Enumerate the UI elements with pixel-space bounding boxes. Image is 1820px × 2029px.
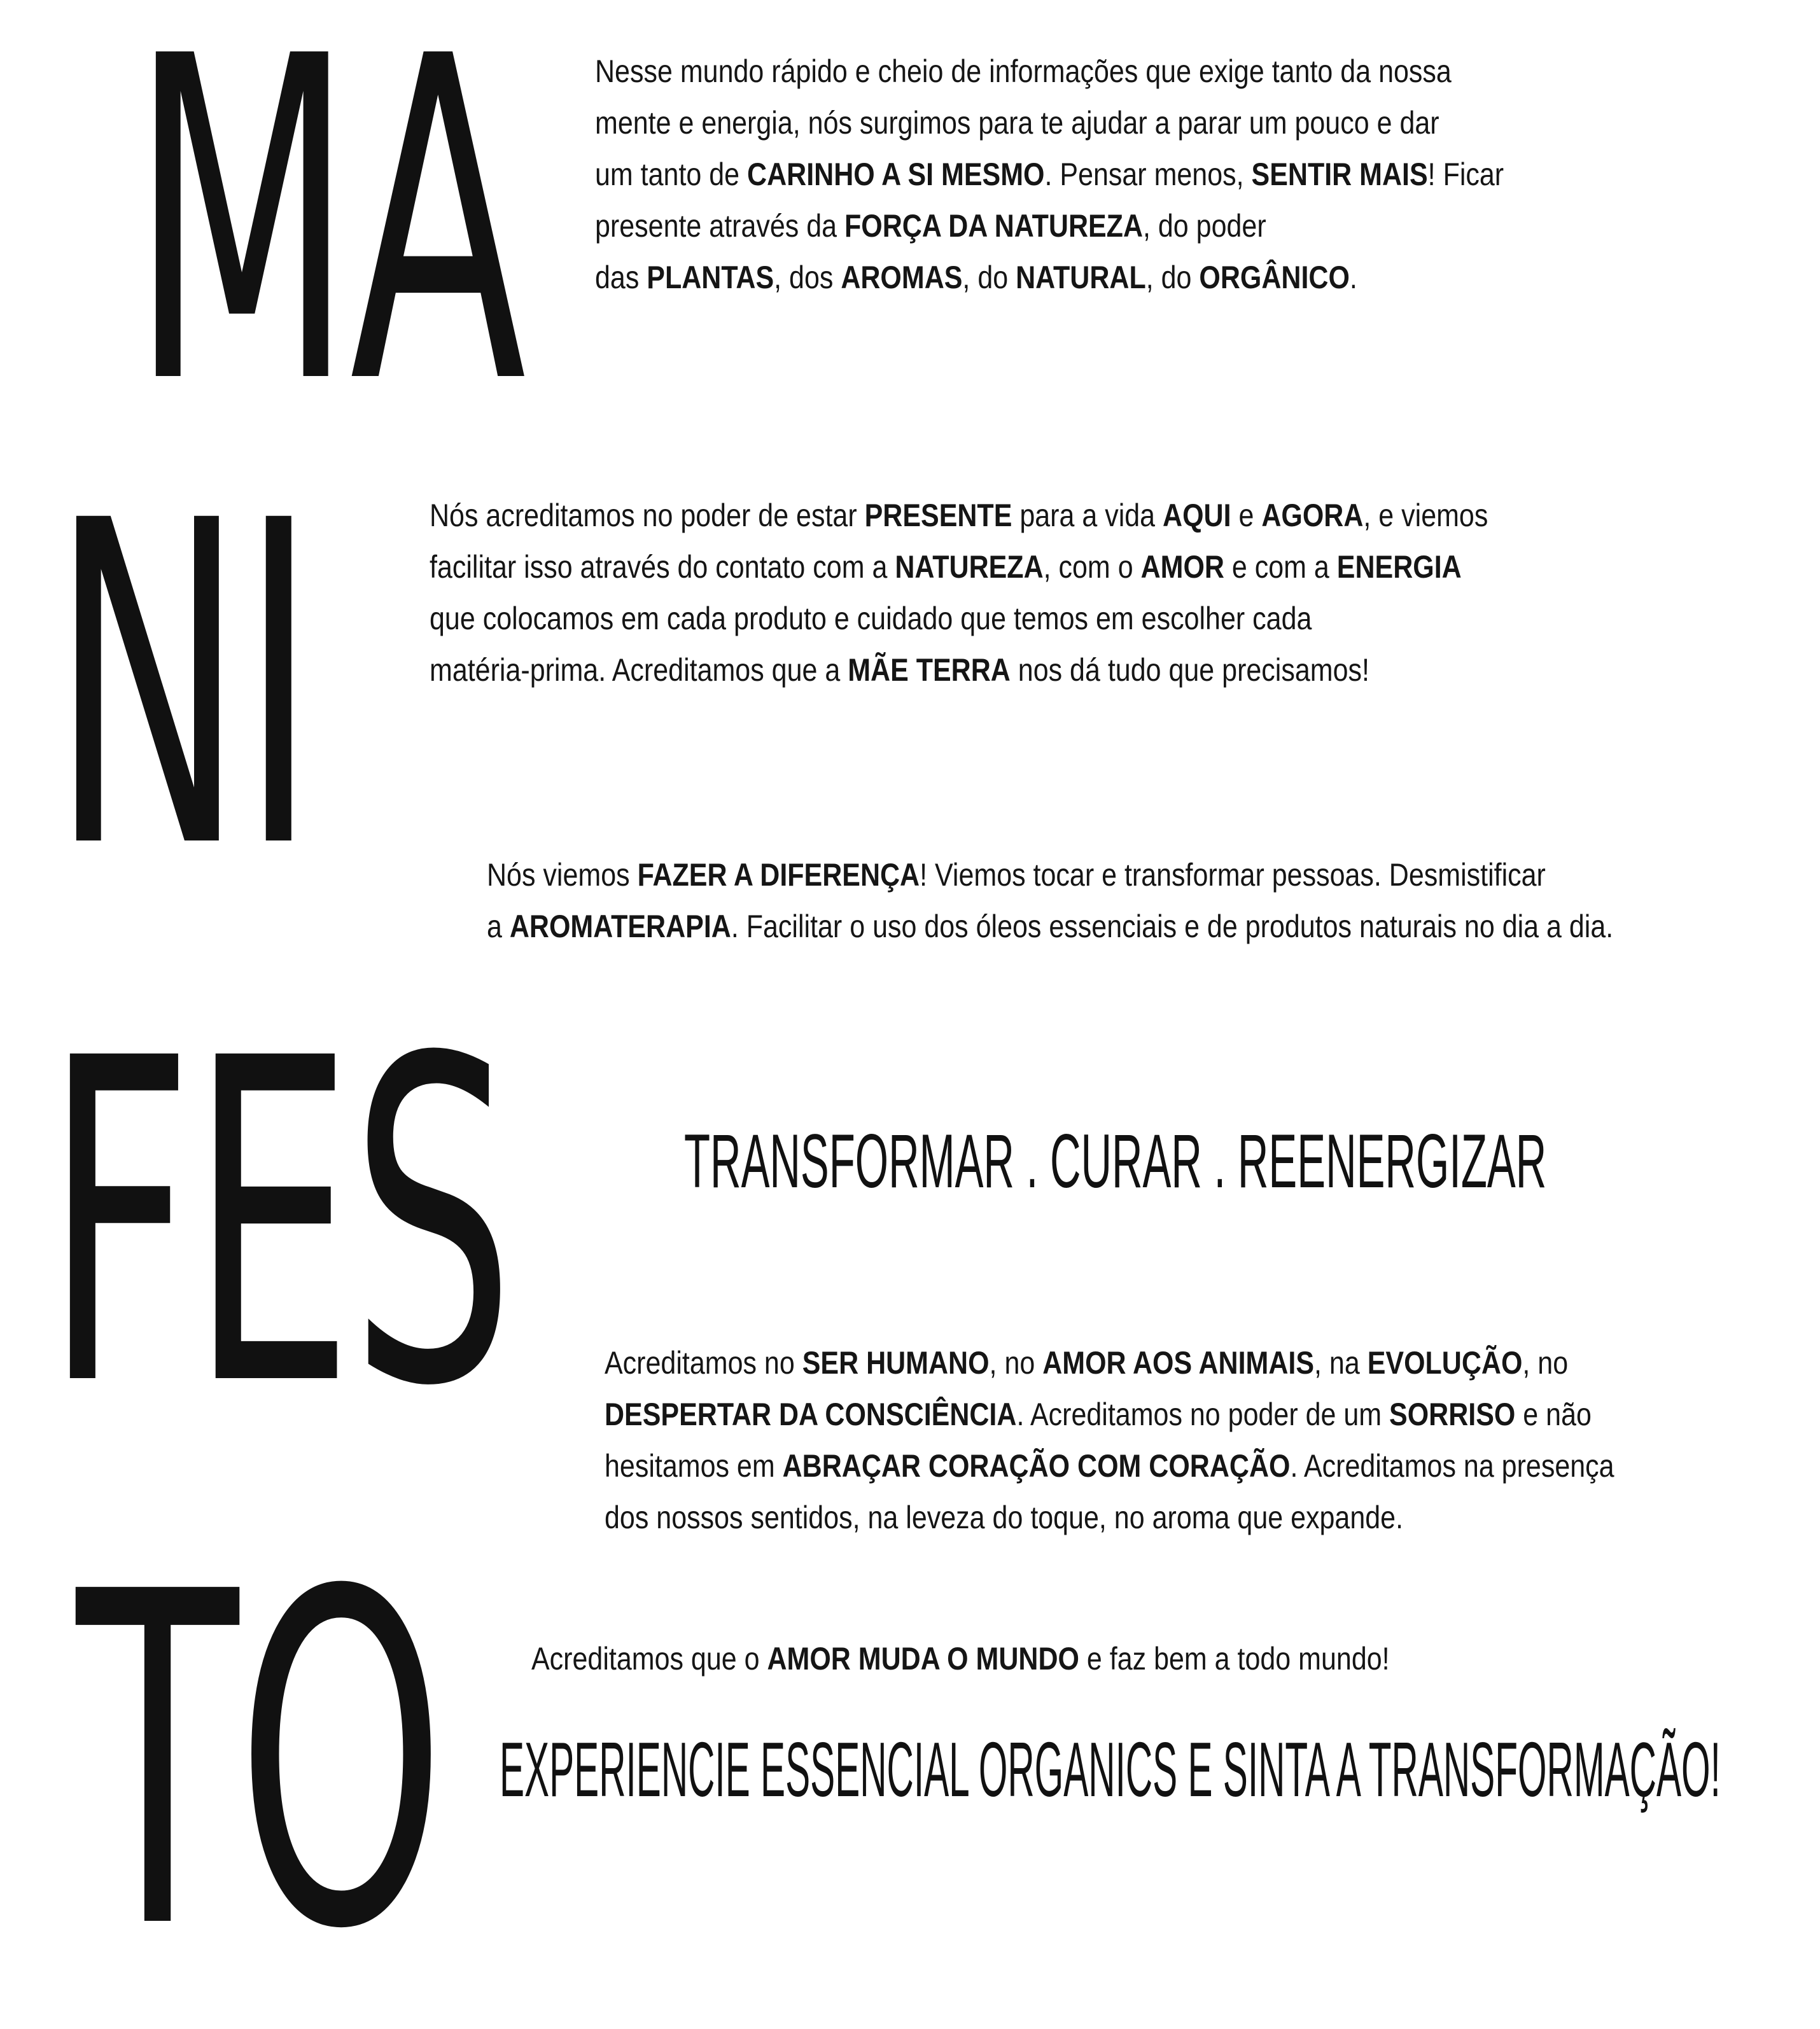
paragraph-line	[605, 1337, 1614, 1389]
emphasis-text: FAZER A DIFERENÇA	[637, 857, 920, 893]
manifesto-paragraph-5	[531, 1633, 1390, 1685]
emphasis-text: AMOR AOS ANIMAIS	[1042, 1345, 1315, 1381]
paragraph-line	[487, 901, 1613, 952]
body-text: matéria-prima. Acreditamos que a	[430, 652, 848, 688]
emphasis-text: MÃE TERRA	[848, 652, 1011, 688]
paragraph-line	[487, 849, 1613, 901]
body-text: e com a	[1224, 549, 1337, 585]
emphasis-text: ENERGIA	[1336, 549, 1462, 585]
body-text: , e viemos	[1363, 498, 1488, 533]
manifesto-paragraph-1	[595, 46, 1504, 303]
body-text: e não	[1515, 1397, 1592, 1432]
emphasis-text: AGORA	[1261, 498, 1364, 533]
emphasis-text: SORRISO	[1389, 1397, 1516, 1432]
emphasis-text: AROMATERAPIA	[509, 909, 731, 944]
body-text: . Acreditamos no poder de um	[1016, 1397, 1390, 1432]
body-text: . Acreditamos na presença	[1290, 1448, 1614, 1484]
body-text: .	[1349, 260, 1357, 295]
title-letters-fes: FES	[45, 965, 512, 1484]
slogan-experiencie-essencial-organics: EXPERIENCIE ESSENCIAL ORGANICS E SINTA A TRANSFORMAÇÃO!	[500, 1726, 1721, 1813]
body-text: que colocamos em cada produto e cuidado que temos em escolher cada	[430, 601, 1312, 636]
title-letters-ni: NI	[51, 428, 313, 946]
emphasis-text: AQUI	[1163, 498, 1231, 533]
body-text: nos dá tudo que precisamos!	[1010, 652, 1369, 688]
emphasis-text: AROMAS	[841, 260, 963, 295]
body-text: mente e energia, nós surgimos para te ajudar a parar um pouco e dar	[595, 105, 1439, 141]
paragraph-line	[605, 1389, 1614, 1440]
body-text: Nesse mundo rápido e cheio de informações que exige tanto da nossa	[595, 53, 1452, 89]
emphasis-text: SER HUMANO	[802, 1345, 990, 1381]
emphasis-text: SENTIR MAIS	[1251, 157, 1428, 192]
paragraph-line	[430, 645, 1488, 696]
body-text: Nós acreditamos no poder de estar	[430, 498, 865, 533]
paragraph-line	[605, 1492, 1614, 1544]
body-text: . Pensar menos,	[1044, 157, 1252, 192]
emphasis-text: PRESENTE	[864, 498, 1012, 533]
title-letters-ma: MA	[130, 0, 523, 482]
body-text: Acreditamos no	[605, 1345, 802, 1381]
emphasis-text: FORÇA DA NATUREZA	[844, 208, 1143, 244]
body-text: , com o	[1043, 549, 1141, 585]
body-text: e	[1231, 498, 1262, 533]
paragraph-line	[595, 97, 1504, 149]
body-text: , dos	[774, 260, 841, 295]
body-text: , no	[1522, 1345, 1569, 1381]
body-text: Nós viemos	[487, 857, 638, 893]
body-text: , no	[989, 1345, 1043, 1381]
body-text: e faz bem a todo mundo!	[1079, 1641, 1390, 1677]
emphasis-text: AMOR MUDA O MUNDO	[767, 1641, 1079, 1677]
body-text: ! Ficar	[1427, 157, 1504, 192]
paragraph-line	[605, 1440, 1614, 1492]
paragraph-line	[430, 593, 1488, 645]
body-text: das	[595, 260, 647, 295]
body-text: para a vida	[1012, 498, 1163, 533]
body-text: , na	[1314, 1345, 1368, 1381]
emphasis-text: EVOLUÇÃO	[1367, 1345, 1523, 1381]
title-letters-to: TO	[76, 1496, 444, 2029]
emphasis-text: DESPERTAR DA CONSCIÊNCIA	[605, 1397, 1017, 1432]
body-text: um tanto de	[595, 157, 748, 192]
body-text: , do poder	[1142, 208, 1266, 244]
paragraph-line	[531, 1633, 1390, 1685]
manifesto-paragraph-3	[487, 849, 1613, 952]
body-text: hesitamos em	[605, 1448, 783, 1484]
body-text: presente através da	[595, 208, 845, 244]
emphasis-text: AMOR	[1140, 549, 1224, 585]
emphasis-text: CARINHO A SI MESMO	[747, 157, 1045, 192]
emphasis-text: PLANTAS	[647, 260, 774, 295]
paragraph-line	[595, 252, 1504, 303]
body-text: dos nossos sentidos, na leveza do toque, no aroma que expande.	[605, 1500, 1404, 1535]
slogan-transformar-curar-reenergizar: TRANSFORMAR . CURAR . REENERGIZAR	[684, 1119, 1547, 1204]
paragraph-line	[595, 46, 1504, 97]
body-text: ! Viemos tocar e transformar pessoas. Desmistificar	[920, 857, 1546, 893]
body-text: Acreditamos que o	[531, 1641, 767, 1677]
paragraph-line	[595, 149, 1504, 200]
paragraph-line	[595, 200, 1504, 252]
emphasis-text: ABRAÇAR CORAÇÃO COM CORAÇÃO	[782, 1448, 1291, 1484]
emphasis-text: NATUREZA	[895, 549, 1044, 585]
paragraph-line	[430, 541, 1488, 593]
manifesto-paragraph-2	[430, 490, 1488, 696]
paragraph-line	[430, 490, 1488, 541]
body-text: , do	[962, 260, 1016, 295]
emphasis-text: ORGÂNICO	[1199, 260, 1350, 295]
manifesto-paragraph-4	[605, 1337, 1614, 1544]
body-text: a	[487, 909, 510, 944]
body-text: facilitar isso através do contato com a	[430, 549, 895, 585]
emphasis-text: NATURAL	[1016, 260, 1146, 295]
body-text: , do	[1145, 260, 1200, 295]
body-text: . Facilitar o uso dos óleos essenciais e de produtos naturais no dia a dia.	[731, 909, 1614, 944]
